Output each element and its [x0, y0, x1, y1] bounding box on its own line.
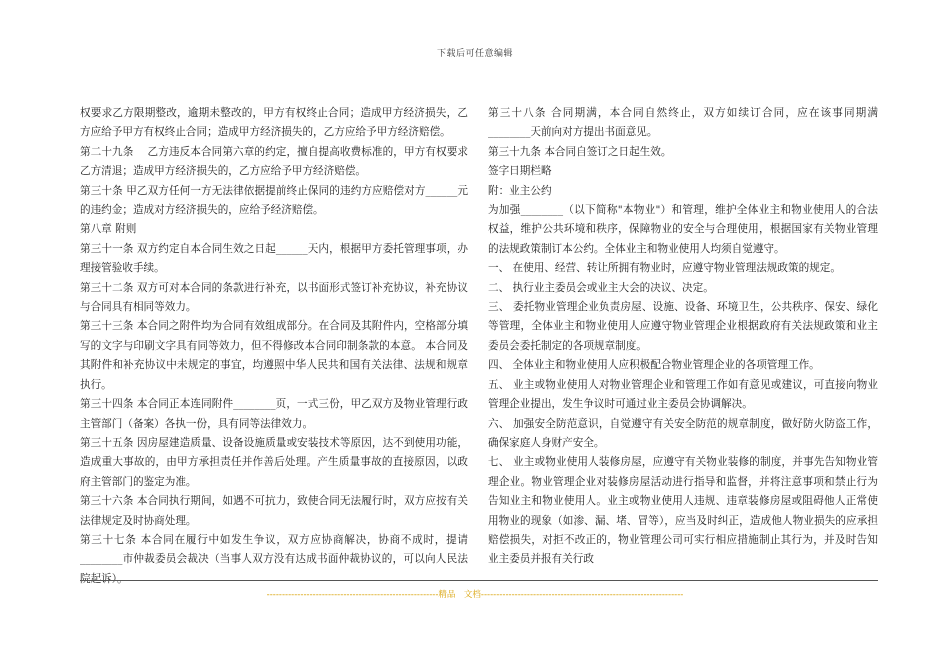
paragraph: 第三十五条 因房屋建造质量、设备设施质量或安装技术等原因，达不到使用功能，造成重大事故的，由甲方承担责任并作善后处理。产生质量事故的直接原因，以政府主管部门的鉴定为准。 [80, 436, 468, 488]
paragraph: 第三十二条 双方可对本合同的条款进行补充，以书面形式签订补充协议，补充协议与合同具有相同等效力。 [80, 281, 468, 314]
paragraph: 第三十八条 合同期满，本合同自然终止，双方如续订合同，应在该事同期满________天前向对方提出书面意见。 [488, 107, 878, 139]
paragraph: 第三十三条 本合同之附件均为合同有效组成部分。在合同及其附件内，空格部分填写的文字与印刷文字具有同等效力，但不得修改本合同印制条款的本意。 本合同及其附件和补充协议中未规定的事宜，均遵照中华人民共和国有关法律、法规和规章执行。 [80, 320, 468, 391]
paragraph: 四、 全体业主和物业使用人应积极配合物业管理企业的各项管理工作。 [488, 359, 820, 372]
page-footer: --------------------------------------------------------精品 文档------------------------------------------------------------------ [266, 590, 684, 600]
paragraph: 一、 在使用、经营、转让所拥有物业时，应遵守物业管理法规政策的规定。 [488, 262, 841, 275]
paragraph: 权要求乙方限期整改，逾期未整改的，甲方有权终止合同；造成甲方经济损失，乙方应给予甲方有权终止合同；造成甲方经济损失的，乙方应给予甲方经济赔偿。 [80, 107, 468, 139]
chapter-heading: 第八章 附则 [80, 223, 137, 236]
paragraph: 第三十一条 双方约定自本合同生效之日起______天内，根据甲方委托管理事项，办理接管验收手续。 [80, 242, 468, 275]
appendix-heading: 附：业主公约 [488, 184, 552, 197]
paragraph: 五、 业主或物业使用人对物业管理企业和管理工作如有意见或建议，可直接向物业管理企业提出，发生争议时可通过业主委员会协调解决。 [488, 378, 878, 411]
paragraph: 第二十九条 乙方违反本合同第六章的约定，擅自提高收费标准的，甲方有权要求乙方清退；造成甲方经济损失的，乙方应给予甲方经济赔偿。 [80, 145, 468, 178]
paragraph: 第三十九条 本合同自签订之日起生效。 [488, 145, 672, 158]
paragraph: 第三十六条 本合同执行期间，如遇不可抗力，致使合同无法履行时，双方应按有关法律规定及时协商处理。 [80, 495, 468, 527]
left-column [80, 104, 468, 589]
paragraph: 为加强________（以下简称"本物业"）和管理，维护全体业主和物业使用人的合法权益，维护公共环境和秩序，保障物业的安全与合理使用，根据国家有关物业管理的法规政策制订本公约。全体业主和物业使用人均须自觉遵守。 [488, 204, 878, 255]
paragraph: 二、 执行业主委员会或业主大会的决议、决定。 [488, 281, 714, 294]
paragraph: 七、 业主或物业使用人装修房屋，应遵守有关物业装修的制度，并事先告知物业管理企业。物业管理企业对装修房屋活动进行指导和监督，并将注意事项和禁止行为告知业主和物业使用人。业主或物业使用人违规、违章装修房屋或阻碍他人正常使用物业的现象（如渗、漏、堵、冒等），应当及时纠正，造成他人物业损失的应承担赔偿损失，对拒不改正的，物业管理公司可实行相应措施制止其行为，并及时告知业主委员并报有关行政 [488, 456, 878, 566]
paragraph: 第三十四条 本合同正本连同附件________页，一式三份，甲乙双方及物业管理行政主管部门（备案）各执一份，具有同等法律效力。 [80, 398, 468, 430]
paragraph: 三、 委托物业管理企业负责房屋、设施、设备、环境卫生，公共秩序、保安、绿化等管理，全体业主和物业使用人应遵守物业管理企业根据政府有关法规政策和业主委员会委托制定的各项规章制度。 [488, 301, 878, 352]
paragraph: 第三十条 甲乙双方任何一方无法律依据提前终止保同的违约方应赔偿对方______元的违约金；造成对方经济损失的，应给予经济赔偿。 [80, 184, 468, 217]
paragraph: 第三十七条 本合同在履行中如发生争议，双方应协商解决，协商不成时，提请________市仲裁委员会裁决（当事人双方没有达成书面仲裁协议的，可以向人民法院起诉）。 [80, 533, 468, 585]
footer-divider [80, 580, 878, 581]
paragraph: 签字日期栏略 [488, 165, 552, 178]
page-header: 下载后可任意编辑 [436, 49, 513, 59]
paragraph: 六、 加强安全防范意识，自觉遵守有关安全防范的规章制度，做好防火防盗工作，确保家庭人身财产安全。 [488, 417, 878, 449]
right-column [488, 104, 878, 570]
